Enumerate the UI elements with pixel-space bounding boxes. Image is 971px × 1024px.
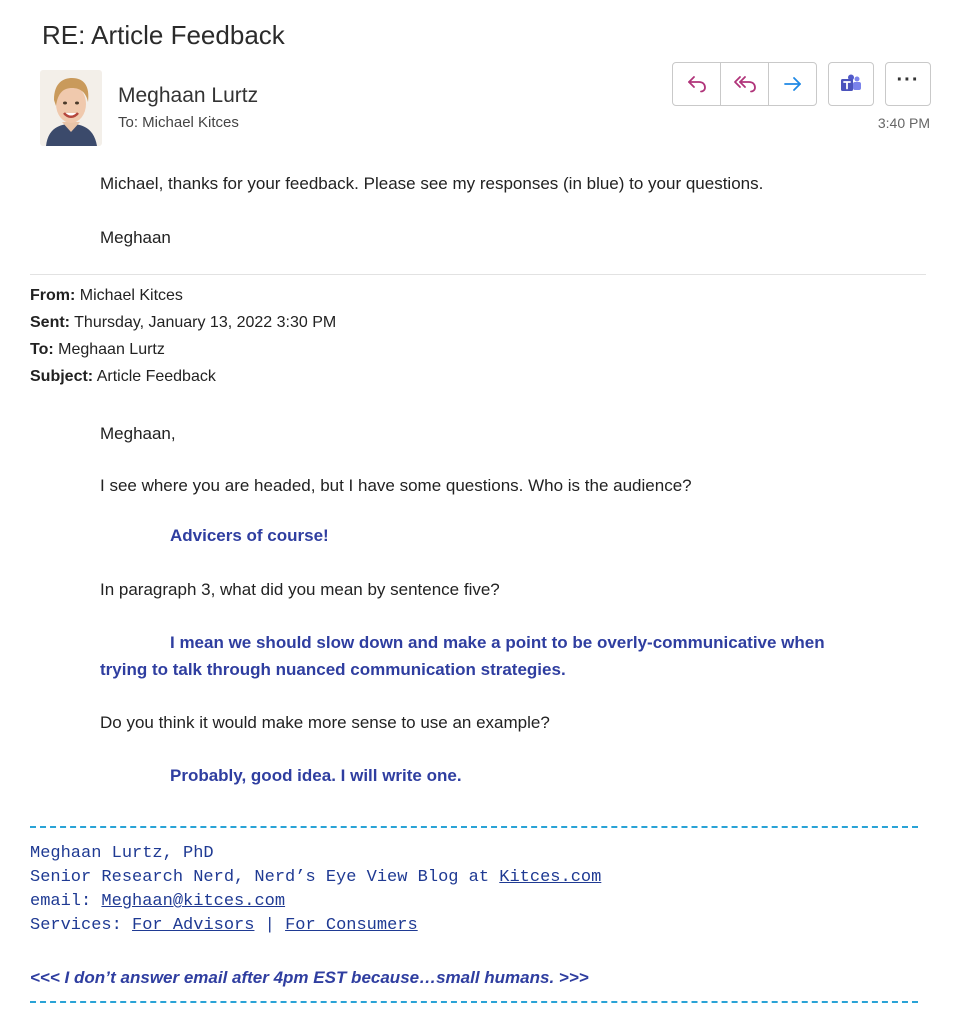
reply-actions (672, 62, 817, 106)
signature-email (30, 892, 285, 911)
question-2: In paragraph 3, what did you mean by sentence five? (100, 580, 500, 599)
quoted-sent (30, 314, 336, 332)
for-advisors-link[interactable]: For Advisors (132, 916, 255, 935)
quoted-to-label: To: (30, 341, 54, 358)
quoted-to-value: Meghaan Lurtz (53, 341, 165, 358)
quoted-subject (30, 368, 216, 386)
kitces-link[interactable]: Kitces.com (499, 868, 602, 887)
signature-services (30, 916, 418, 935)
answer-2-line-2: trying to talk through nuanced communication strategies. (100, 660, 566, 679)
answer-3: Probably, good idea. I will write one. (170, 766, 462, 785)
services-separator: | (254, 916, 286, 935)
signature-title (30, 868, 601, 887)
for-consumers-link[interactable]: For Consumers (285, 916, 418, 935)
quoted-from (30, 287, 183, 305)
quoted-from-label: From: (30, 287, 76, 304)
question-3: Do you think it would make more sense to use an example? (100, 713, 550, 732)
quoted-from-value: Michael Kitces (75, 287, 183, 304)
answer-1: Advicers of course! (170, 526, 329, 545)
reply-body-line: Michael, thanks for your feedback. Please see my responses (in blue) to your questions. (100, 174, 764, 193)
teams-button[interactable] (828, 62, 874, 106)
sent-time: 3:40 PM (877, 115, 930, 131)
question-1: I see where you are headed, but I have some questions. Who is the audience? (100, 476, 692, 495)
reply-all-icon (733, 74, 757, 94)
quoted-subject-label: Subject: (30, 368, 94, 385)
quoted-subject-value: Article Feedback (93, 368, 216, 385)
forward-button[interactable] (769, 63, 816, 105)
email-subject: RE: Article Feedback (42, 20, 285, 50)
quoted-greeting: Meghaan, (100, 424, 176, 443)
signature-services-label: Services: (30, 916, 133, 935)
avatar-photo (40, 70, 102, 146)
email-link[interactable]: Meghaan@kitces.com (101, 892, 286, 911)
more-options-icon: ··· (896, 69, 920, 91)
quote-divider (30, 274, 926, 275)
signature-email-label: email: (30, 892, 102, 911)
avatar[interactable] (40, 70, 102, 146)
reply-all-button[interactable] (721, 63, 769, 105)
sender-name[interactable]: Meghaan Lurtz (118, 84, 259, 107)
reply-button[interactable] (673, 63, 721, 105)
reply-signoff: Meghaan (100, 228, 171, 247)
quoted-to (30, 341, 165, 359)
quoted-sent-value: Thursday, January 13, 2022 3:30 PM (70, 314, 337, 331)
answer-2-line-1: I mean we should slow down and make a point to be overly-communicative when (170, 633, 825, 652)
reply-icon (686, 74, 708, 94)
signature-divider-top (30, 826, 918, 828)
signature-title-text: Senior Research Nerd, Nerd’s Eye View Blog at (30, 868, 500, 887)
signature-tagline: <<< I don’t answer email after 4pm EST because…small humans. >>> (30, 968, 589, 987)
signature-name: Meghaan Lurtz, PhD (30, 844, 214, 863)
quoted-sent-label: Sent: (30, 314, 70, 331)
more-options-button[interactable] (885, 62, 931, 106)
signature-divider-bottom (30, 1001, 918, 1003)
recipient-line: To: Michael Kitces (118, 114, 239, 131)
forward-icon (782, 74, 804, 94)
teams-icon (840, 74, 862, 94)
